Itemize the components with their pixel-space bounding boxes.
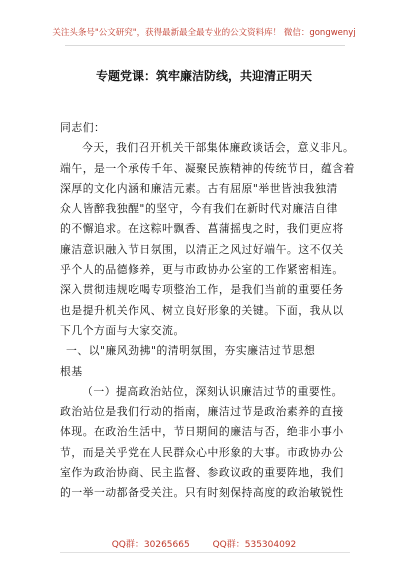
subsection-heading: （一）提高政治站位，深刻认识廉洁过节的重要性。 bbox=[82, 384, 343, 398]
paragraph-line: 乎个人的品德修养，更与市政协办公室的工作紧密相连。 bbox=[60, 263, 344, 277]
paragraph-line: 下几个方面与大家交流。 bbox=[60, 323, 185, 337]
paragraph-line: 今天，我们召开机关干部集体廉政谈话会，意义非凡。 bbox=[82, 141, 355, 155]
section-heading-continued: 根基 bbox=[60, 364, 83, 378]
paragraph-line: 端午，是一个承传千年、凝聚民族精神的传统节日，蕴含着 bbox=[60, 161, 356, 175]
section-heading: 一、以"廉风劲拂"的清明氛围，夯实廉洁过节思想 bbox=[66, 344, 316, 358]
paragraph-line: 政治站位是我们行动的指南，廉洁过节是政治素养的直接 bbox=[60, 405, 344, 419]
paragraph-line: 体现。在政治生活中，节日期间的廉洁与否，绝非小事小 bbox=[60, 425, 344, 439]
document-title: 专题党课：筑牢廉洁防线，共迎清正明天 bbox=[95, 69, 312, 83]
document-body bbox=[60, 118, 356, 504]
footer-qq-group-1: QQ群：30265665 bbox=[111, 540, 190, 550]
paragraph-line: 深入贯彻违规吃喝专项整治工作，是我们当前的重要任务 bbox=[60, 283, 344, 297]
paragraph-line: 廉洁意识融入节日氛围，以清正之风过好端午。这不仅关 bbox=[60, 242, 344, 256]
paragraph-line: 深厚的文化内涵和廉洁元素。古有屈原"举世皆浊我独清 bbox=[60, 181, 338, 195]
paragraph-line: 节，而是关乎党在人民群众心中形象的大事。市政协办公 bbox=[60, 445, 344, 459]
page-header-notice: 关注头条号"公文研究"，获得最新最全最专业的公文资料库！ 微信：gongwenyj bbox=[52, 28, 356, 38]
paragraph-line: 室作为政治协商、民主监督、参政议政的重要阵地，我们 bbox=[60, 466, 344, 480]
paragraph-line: 的一举一动都备受关注。只有时刻保持高度的政治敏锐性 bbox=[60, 486, 344, 500]
paragraph-line: 众人皆醉我独醒"的坚守，今有我们在新时代对廉洁自律 bbox=[60, 202, 338, 216]
header-divider bbox=[65, 45, 345, 46]
paragraph-line: 的不懈追求。在这粽叶飘香、菖蒲摇曳之时，我们更应将 bbox=[60, 222, 344, 236]
salutation-line: 同志们： bbox=[60, 121, 106, 134]
footer-divider bbox=[60, 552, 350, 553]
paragraph-line: 也是提升机关作风、树立良好形象的关键。下面，我从以 bbox=[60, 303, 344, 317]
footer-qq-group-2: QQ群：535304092 bbox=[212, 540, 297, 550]
page-footer bbox=[0, 537, 408, 550]
